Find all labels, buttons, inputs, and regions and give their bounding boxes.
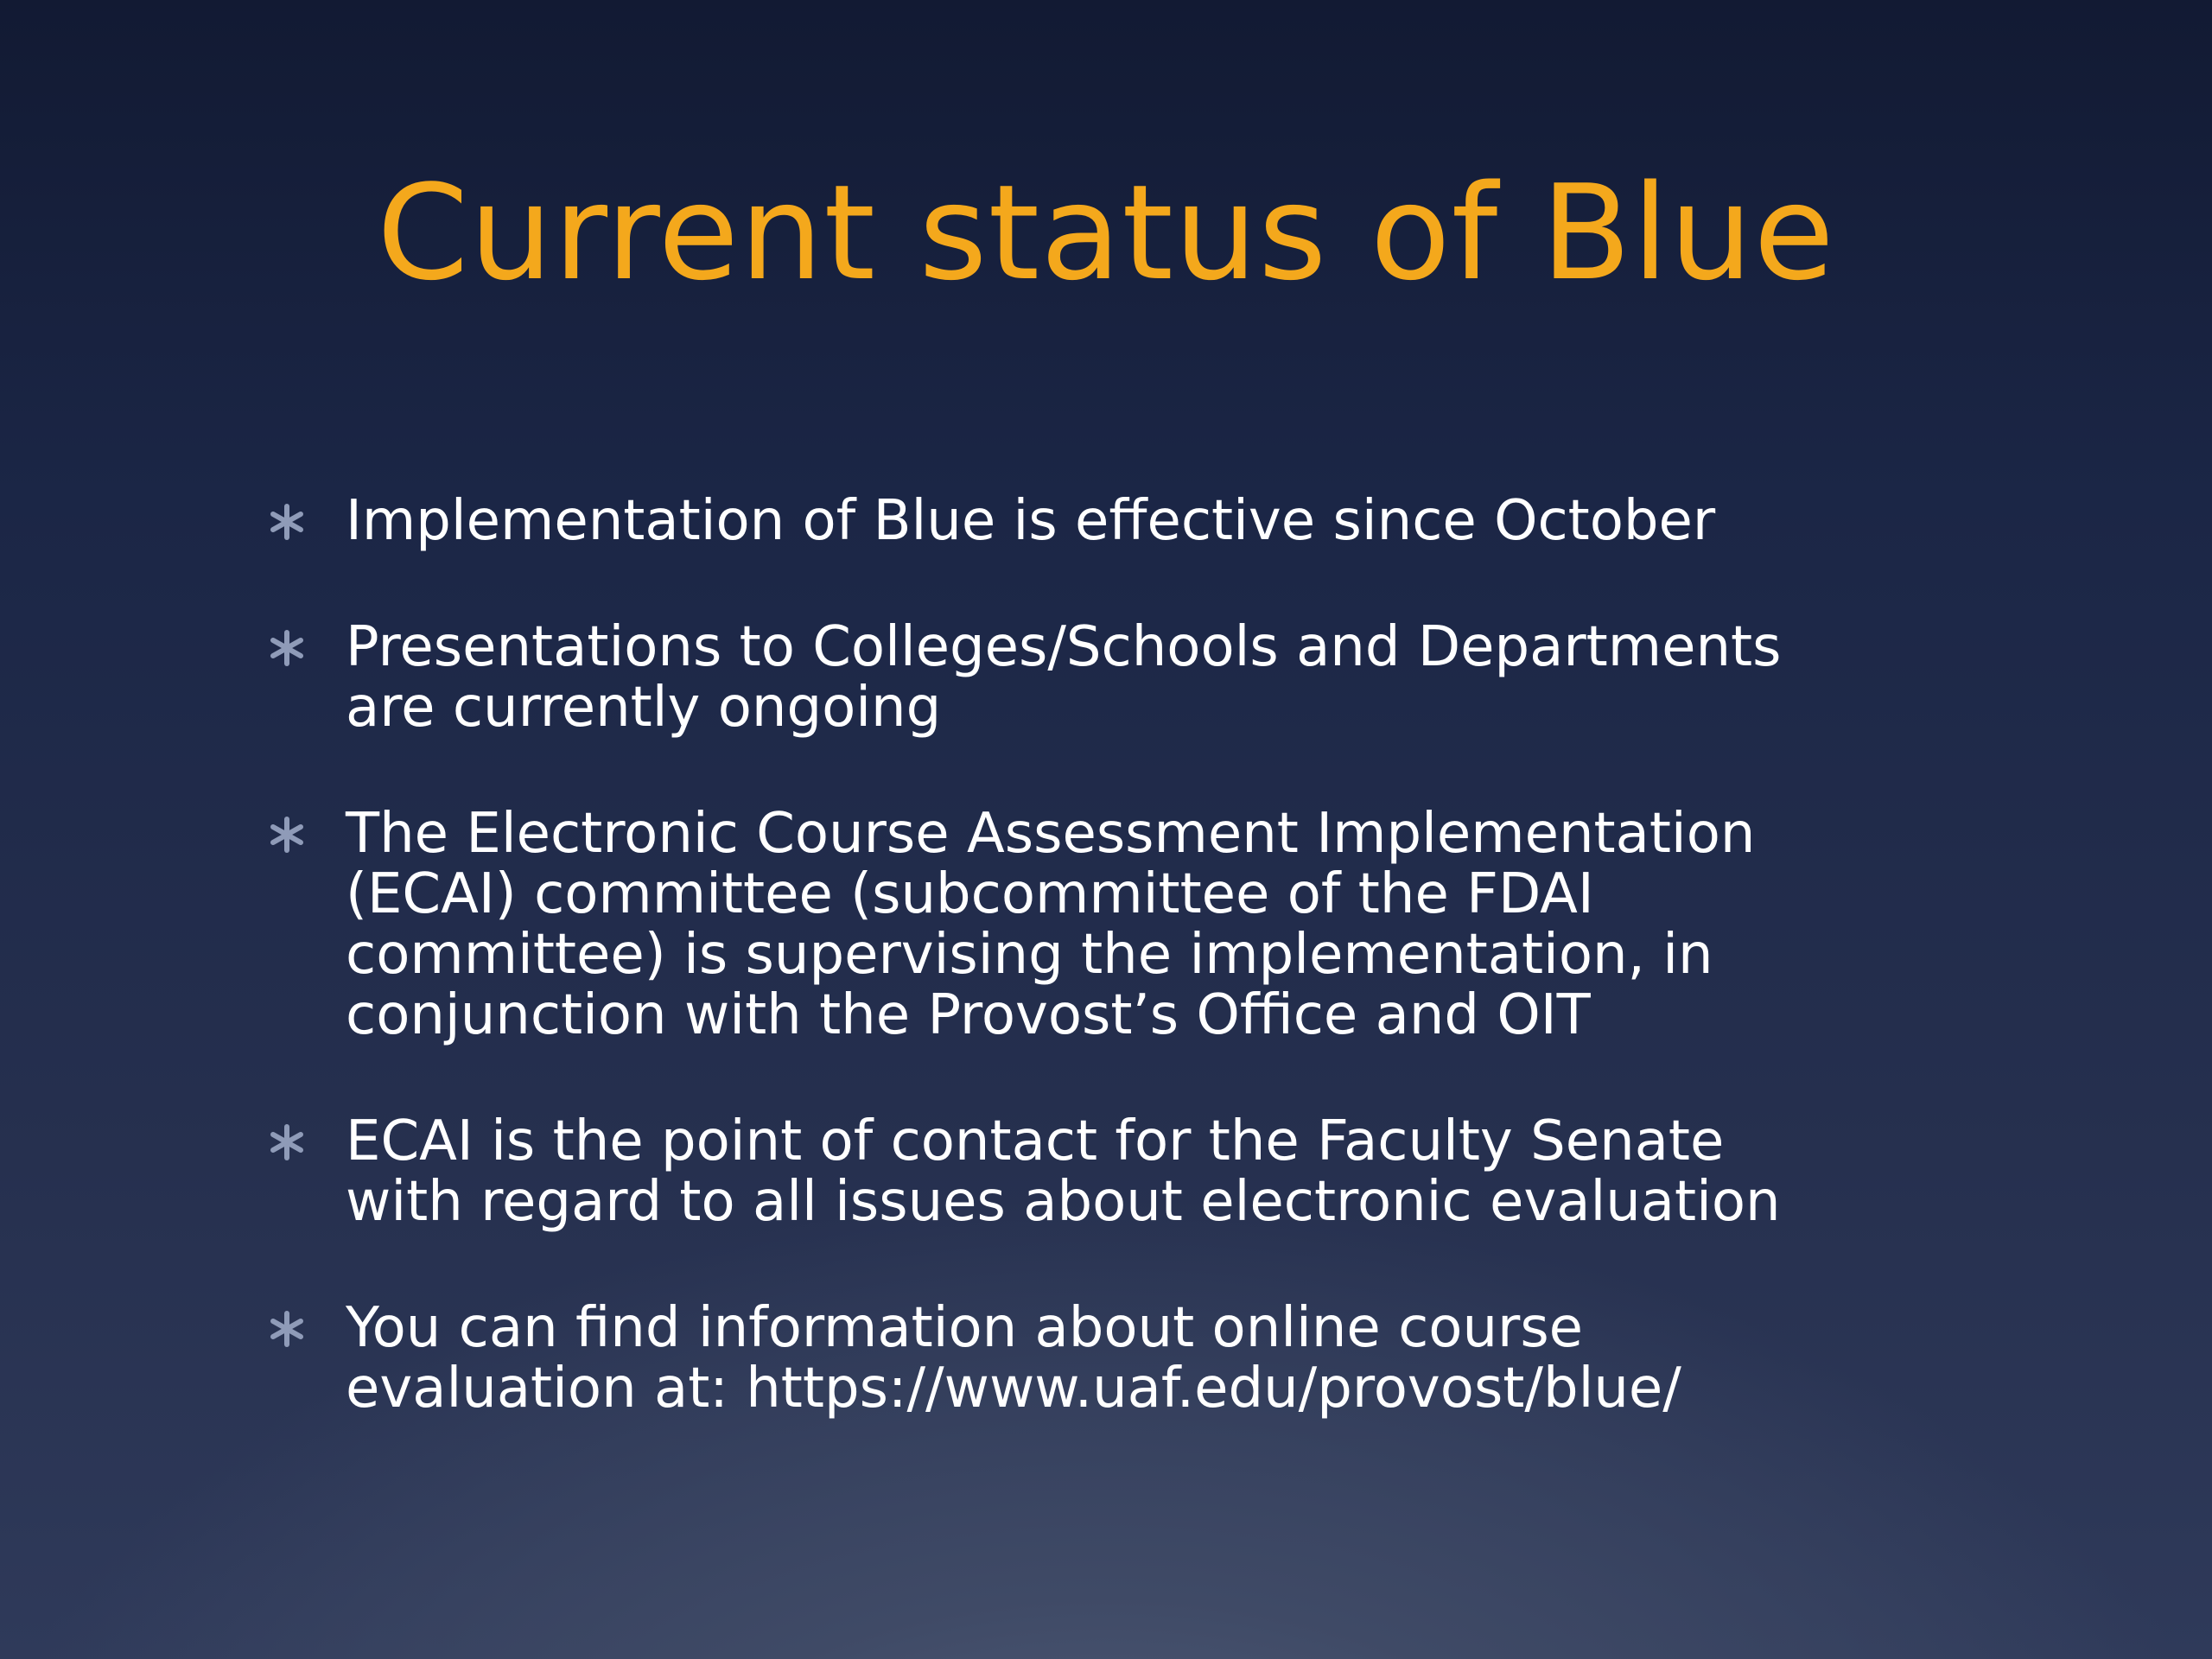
bullet-item	[259, 491, 1987, 551]
asterisk-bullet-icon	[259, 491, 315, 551]
bullet-text: You can find information about online course evaluation at: https://www.uaf.edu/provost/blue/	[346, 1296, 1681, 1421]
bullet-text: The Electronic Course Assessment Implementation (ECAI) committee (subcommittee of the FDAI committee) is supervising the implementation, in conjunction with the Provost’s Office and OIT	[346, 802, 1756, 1047]
bullet-item	[259, 1111, 1987, 1232]
bullet-text: Presentations to Colleges/Schools and Departments are currently ongoing	[346, 615, 1782, 740]
asterisk-bullet-icon	[259, 804, 315, 864]
bullet-item	[259, 804, 1987, 1046]
asterisk-bullet-icon	[259, 1298, 315, 1358]
bullet-text: Implementation of Blue is effective since October	[346, 489, 1716, 553]
bullet-list	[259, 491, 1987, 1419]
bullet-item	[259, 1298, 1987, 1419]
slide-title: Current status of Blue	[377, 156, 1835, 309]
bullet-item	[259, 617, 1987, 738]
bullet-text: ECAI is the point of contact for the Faculty Senate with regard to all issues about electronic evaluation	[346, 1109, 1781, 1234]
asterisk-bullet-icon	[259, 1111, 315, 1172]
asterisk-bullet-icon	[259, 617, 315, 677]
